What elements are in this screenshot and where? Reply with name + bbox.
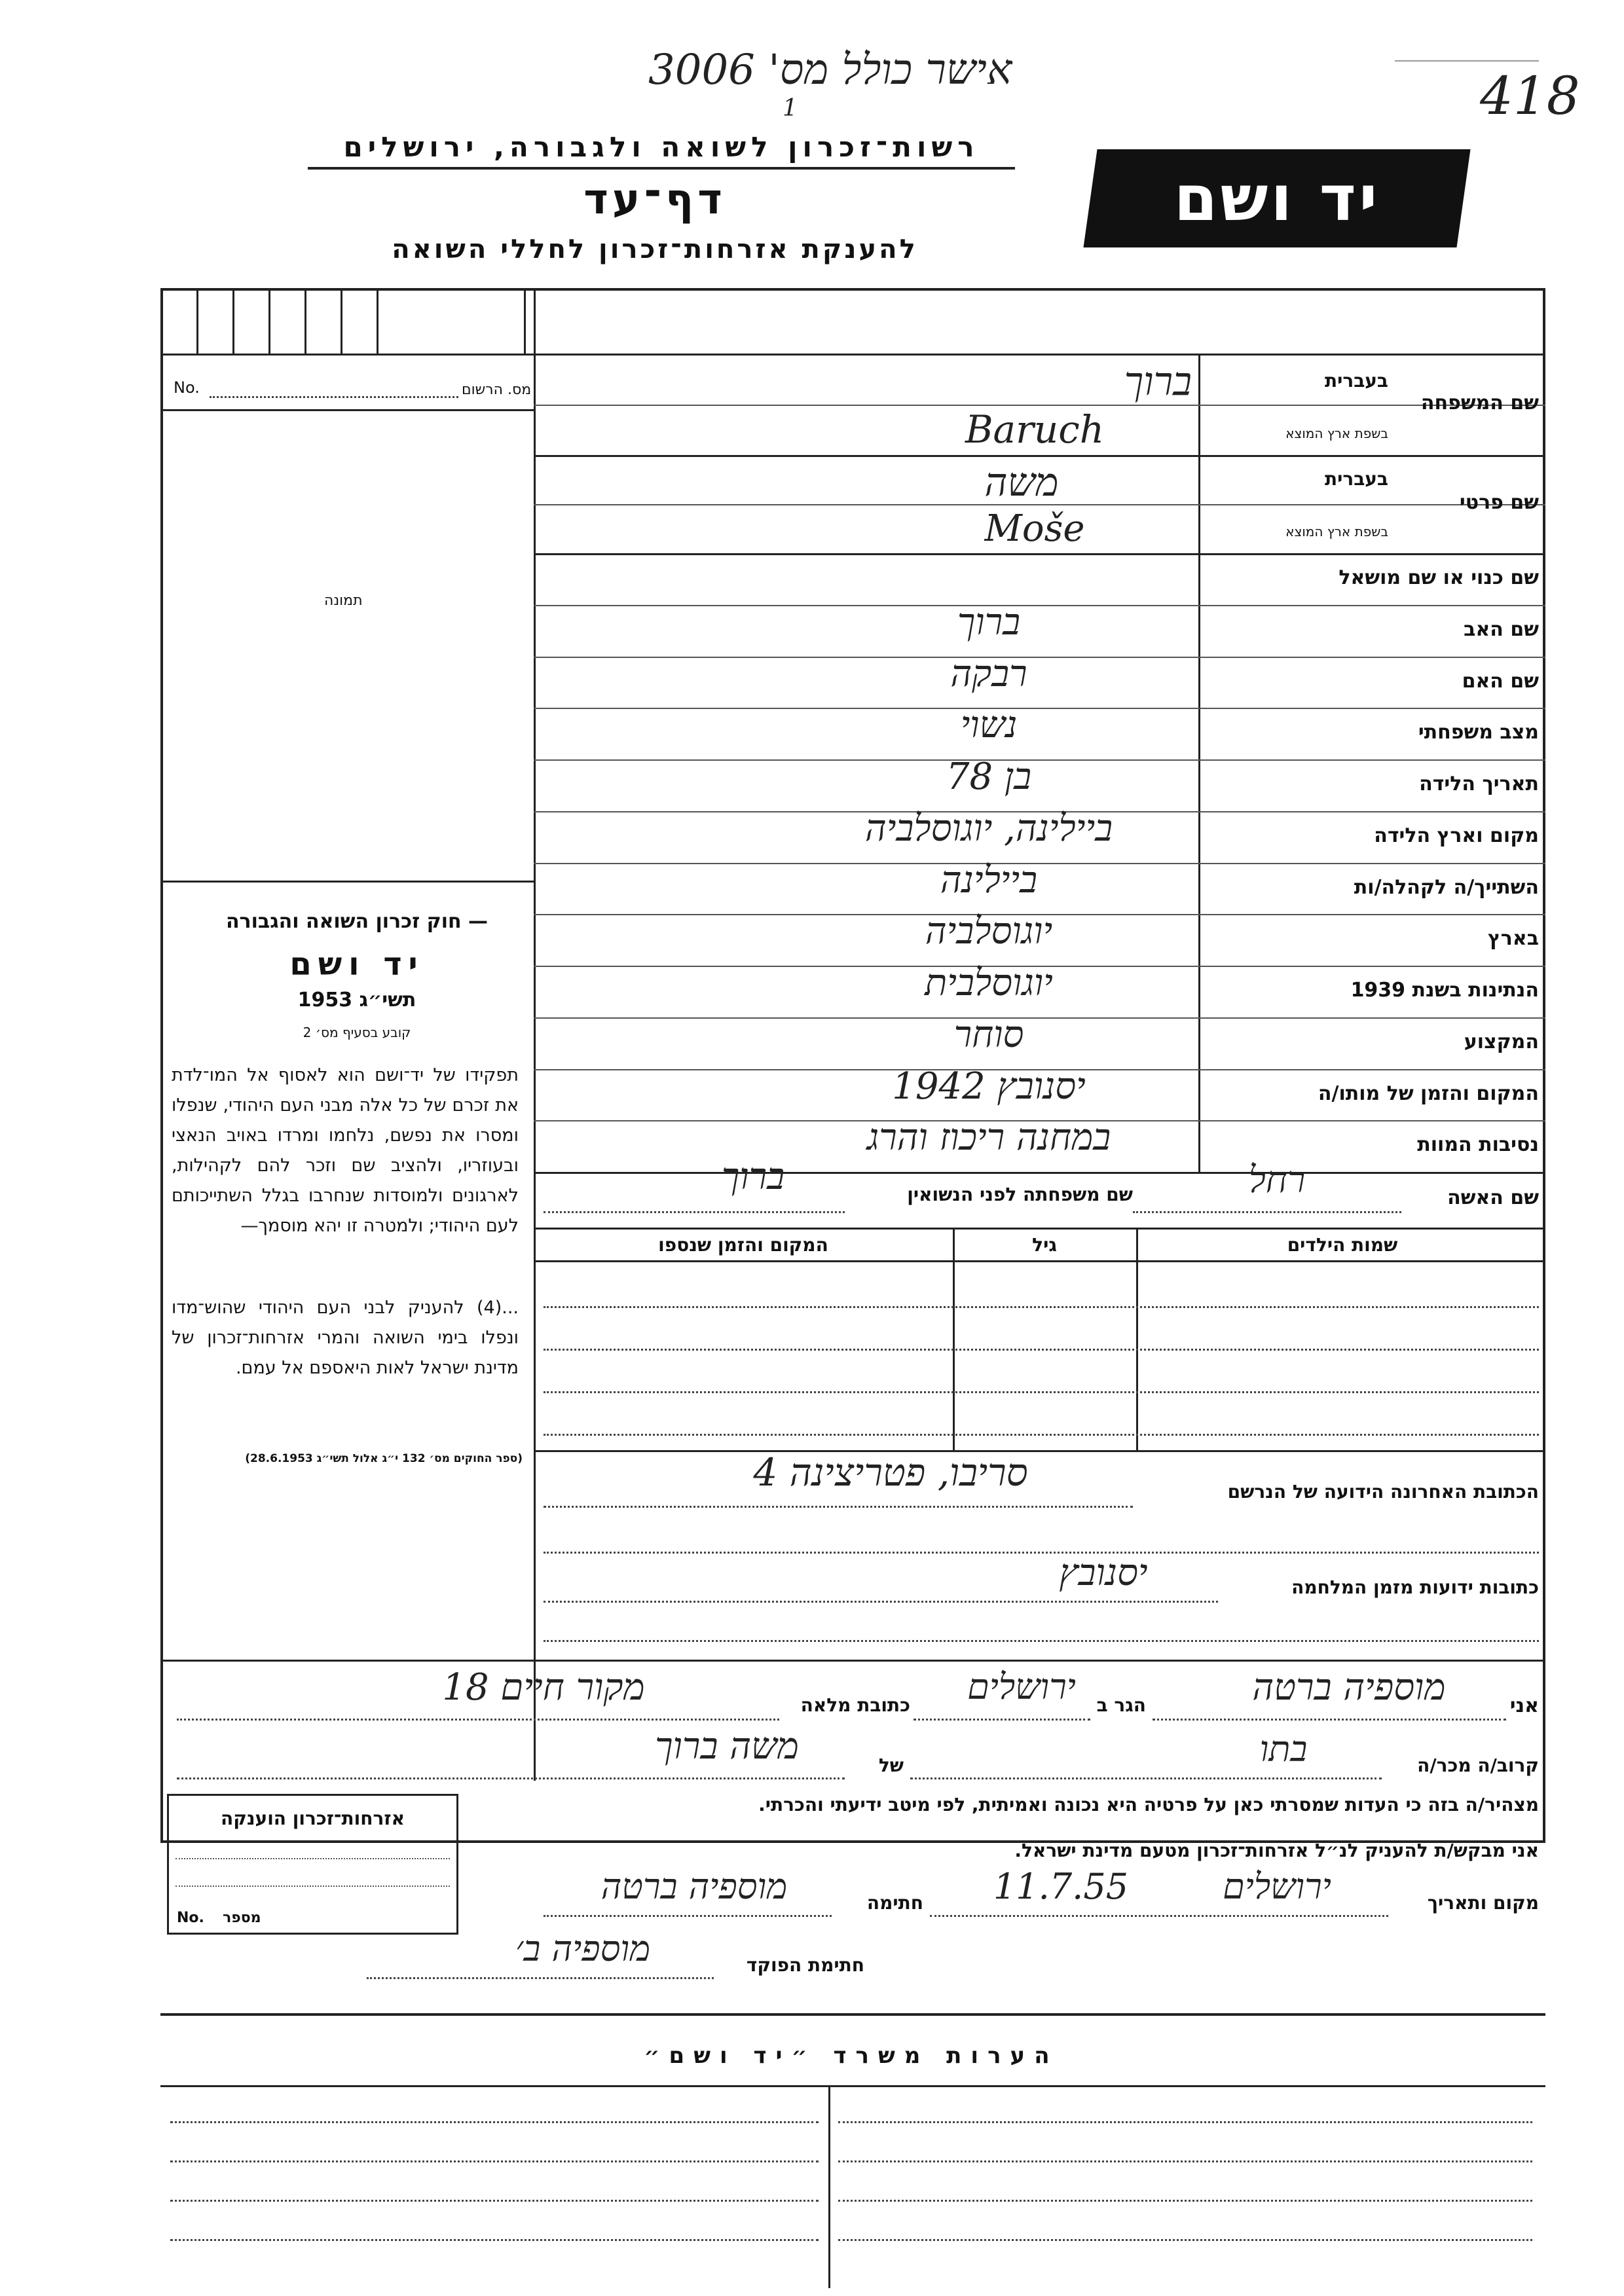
- field-label: המקצוע: [1464, 1030, 1539, 1053]
- reg-no-label: מס. הרשום: [462, 382, 532, 398]
- field-label: תאריך הלידה: [1419, 773, 1539, 795]
- authority-text: רשות־זכרון לשואה ולגבורה, ירושלים: [343, 131, 980, 163]
- children-age-header: גיל: [1032, 1234, 1057, 1256]
- first-name-origin-label: בשפת ארץ המוצא: [1285, 524, 1388, 539]
- law-clause: קובע בסעיף מס׳ 2: [303, 1025, 411, 1040]
- declarant-address[interactable]: מקור חיים 18: [442, 1666, 645, 1709]
- law-year: תשי״ג 1953: [297, 989, 416, 1011]
- law-citation: (ספר החוקים מס׳ 132 י״ג אלול תשי״ג 28.6.1953): [245, 1452, 523, 1465]
- field-value[interactable]: יסנובץ 1942: [892, 1065, 1086, 1108]
- family-name-hebrew[interactable]: ברוך: [1124, 359, 1192, 405]
- top-note-text: אישר כולל מס' 3006: [648, 46, 1012, 94]
- field-label: נסיבות המוות: [1417, 1133, 1539, 1156]
- top-note-sub: 1: [783, 95, 798, 122]
- officer-label: חתימת הפוקד: [746, 1954, 864, 1976]
- page-number: 418: [1480, 65, 1580, 126]
- last-address-label: הכתובת האחרונה הידועה של הנרשם: [1227, 1481, 1539, 1503]
- date[interactable]: 11.7.55: [993, 1866, 1129, 1907]
- field-value[interactable]: בן 78: [946, 756, 1032, 798]
- war-address-label: כתובות ידועות מזמן המלחמה: [1291, 1576, 1539, 1598]
- field-value[interactable]: במחנה ריכוז והרג: [866, 1116, 1111, 1159]
- reg-no-prefix: No.: [174, 378, 200, 397]
- law-paragraph-1: תפקידו של יד־ושם הוא לאסוף אל המו־לדת את זכרם של כל אלה מבני העם היהודי, שנפלו ומסרו את נפשם, נלחמו ומרדו באויב הנאצי ובעוזריו, ולהציב שם וזכר להם לקהילות, לארגונים ולמוסדות שנחרבו בגלל השתייכותם לעם היהודי; ולמטרה זו יהא מוסמך—: [172, 1065, 519, 1236]
- resident-label: הגר ב: [1096, 1694, 1146, 1716]
- field-value[interactable]: נשוי: [960, 704, 1018, 746]
- place-date-label: מקום ותאריך: [1427, 1892, 1539, 1914]
- law-name: יד ושם: [289, 946, 424, 983]
- citizenship-title: אזרחות־זכרון הוענקה: [221, 1808, 405, 1829]
- field-label: מקום וארץ הלידה: [1374, 824, 1539, 847]
- logo-text: יד ושם: [1173, 162, 1380, 235]
- field-value[interactable]: ביילינה: [940, 859, 1038, 902]
- address-label: כתובת מלאה: [800, 1694, 910, 1716]
- law-paragraph-2: ...(4) להעניק לבני העם היהודי שהוש־מדו ונפלו בימי השואה והמרי אזרחות־זכרון של מדינת ישראל לאות היאספם אל עמם.: [172, 1298, 519, 1378]
- declarant-name[interactable]: מוספיה ברטה: [1252, 1666, 1446, 1709]
- place[interactable]: ירושלים: [1223, 1866, 1331, 1907]
- family-name-origin-label: בשפת ארץ המוצא: [1285, 426, 1388, 441]
- field-label: שם האם: [1462, 670, 1539, 693]
- of-name[interactable]: משה ברוך: [655, 1725, 799, 1768]
- children-death-header: המקום והזמן שנספו: [658, 1234, 828, 1256]
- relation[interactable]: בתו: [1259, 1728, 1308, 1770]
- form-title: דף־עד: [583, 175, 726, 224]
- citizenship-box: [167, 1794, 458, 1935]
- request-text: אני מבקש/ת להעניק לנ״ל אזרחות־זכרון מטעם מדינת ישראל.: [1014, 1840, 1539, 1861]
- field-value[interactable]: סוחר: [953, 1013, 1024, 1056]
- signature[interactable]: מוספיה ברטה: [600, 1866, 788, 1907]
- relation-label: קרוב/ה מכר/ה: [1417, 1755, 1539, 1776]
- family-name-hebrew-label: בעברית: [1324, 370, 1388, 392]
- yad-vashem-logo: [1083, 149, 1470, 247]
- children-names-header: שמות הילדים: [1287, 1234, 1398, 1256]
- office-notes-title: הערות משרד ״יד ושם״: [644, 2043, 1059, 2069]
- field-label: המקום והזמן של מותו/ה: [1318, 1082, 1539, 1105]
- field-value[interactable]: רבקה: [950, 653, 1027, 695]
- first-name-label: שם פרטי: [1459, 491, 1539, 514]
- field-label: הנתינות בשנת 1939: [1350, 979, 1539, 1002]
- field-label: בארץ: [1487, 927, 1539, 950]
- family-name-label: שם המשפחה: [1420, 392, 1539, 414]
- field-value[interactable]: יוגוסלבית: [925, 962, 1053, 1004]
- top-note: [648, 46, 1172, 94]
- signature-label: חתימה: [866, 1892, 923, 1914]
- first-name-latin[interactable]: Moše: [984, 507, 1085, 550]
- officer-signature[interactable]: מוספיה ב׳: [515, 1928, 651, 1969]
- authority-title: [295, 131, 1028, 170]
- form-subtitle: להענקת אזרחות־זכרון לחללי השואה: [392, 234, 918, 264]
- field-value[interactable]: יוגוסלביה: [925, 910, 1053, 953]
- field-label: מצב משפחתי: [1418, 721, 1539, 744]
- wife-label: שם האשה: [1447, 1186, 1539, 1209]
- field-label: שם כנוי או שם מושאל: [1338, 566, 1539, 589]
- first-name-hebrew-label: בעברית: [1324, 468, 1388, 490]
- field-label: השתייך/ה לקהלה/ות: [1354, 876, 1539, 899]
- first-name-hebrew[interactable]: משה: [984, 460, 1059, 505]
- photo-label: תמונה: [324, 592, 363, 609]
- declaration-text: מצהיר/ה בזה כי העדות שמסרתי כאן על פרטיה היא נכונה ואמיתית, לפי מיטב ידיעתי והכרתי.: [758, 1794, 1539, 1815]
- law-title: — חוק זכרון השואה והגבורה: [225, 910, 489, 933]
- family-name-latin[interactable]: Baruch: [965, 407, 1105, 452]
- declarant-city[interactable]: ירושלים: [967, 1666, 1076, 1707]
- last-address[interactable]: סריבו, פטריצינה 4: [753, 1450, 1028, 1495]
- wife-name[interactable]: רחל: [1248, 1159, 1306, 1201]
- field-value[interactable]: ביילינה, יוגוסלביה: [864, 807, 1113, 850]
- citizenship-number-label: מספר: [223, 1910, 261, 1926]
- declarant-i-label: אני: [1509, 1694, 1539, 1717]
- field-value[interactable]: ברוך: [957, 601, 1021, 644]
- maiden-name[interactable]: ברוך: [721, 1156, 785, 1198]
- field-label: שם האב: [1464, 618, 1539, 641]
- reg-no-field[interactable]: [210, 396, 458, 398]
- maiden-name-label: שם משפחתה לפני הנשואין: [907, 1184, 1133, 1205]
- of-label: של: [878, 1755, 904, 1776]
- citizenship-no: No.: [177, 1910, 204, 1926]
- war-address[interactable]: יסנובץ: [1059, 1552, 1148, 1594]
